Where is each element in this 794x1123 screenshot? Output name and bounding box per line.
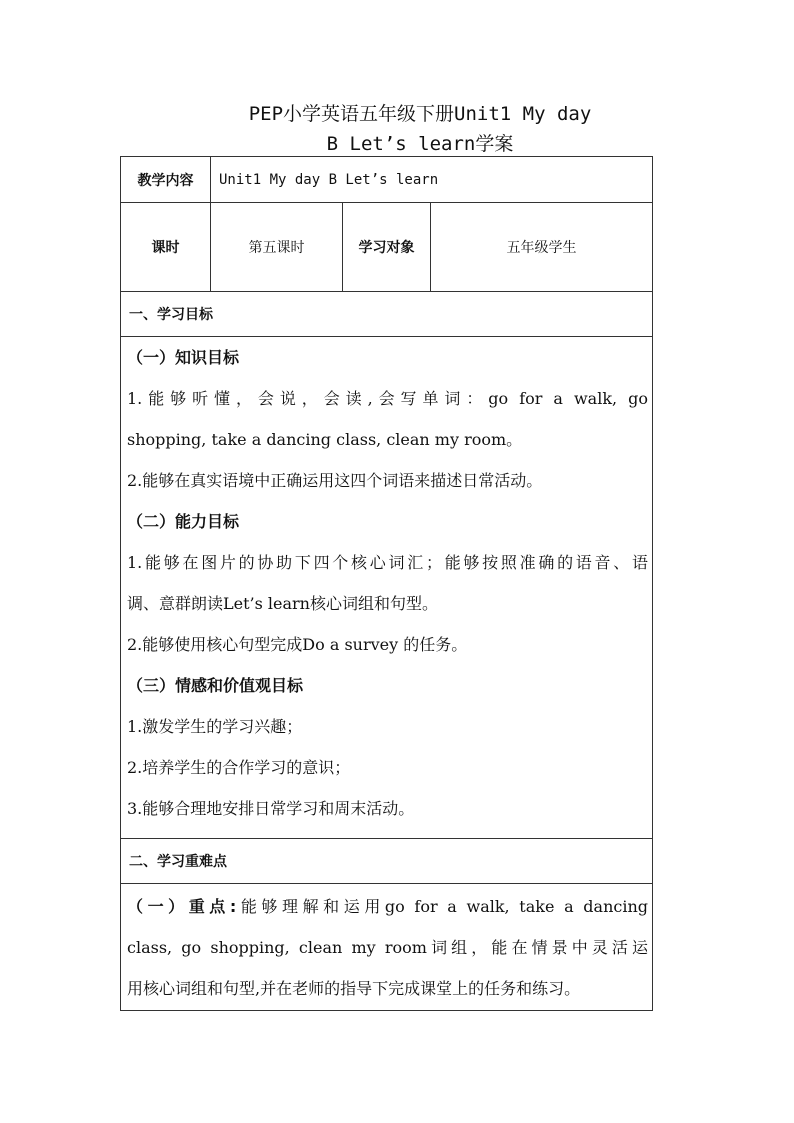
lesson-plan-table — [120, 156, 653, 1011]
emotion-item2: 2.培养学生的合作学习的意识； — [127, 758, 351, 777]
row-period — [121, 203, 653, 292]
ability-item1-line2: 调、意群朗读Let’s learn核心词组和句型。 — [127, 594, 438, 613]
row-goals-body — [121, 337, 653, 839]
knowledge-item1-line2: shopping, take a dancing class, clean my room。 — [127, 430, 523, 449]
document-title-line1: PEP小学英语五年级下册Unit1 My day — [248, 103, 592, 125]
ability-heading: （二）能力目标 — [127, 512, 240, 531]
target-value: 五年级学生 — [431, 203, 653, 292]
ability-item1-line1: 1.能够在图片的协助下四个核心词汇；能够按照准确的语音、语 — [127, 553, 649, 572]
emotion-item1: 1.激发学生的学习兴趣； — [127, 717, 303, 736]
knowledge-item1-line1: 1.能够听懂，会说，会读,会写单词：go for a walk, go — [127, 389, 649, 408]
row-keypoints-body — [121, 884, 653, 1011]
focus-line1 — [127, 886, 648, 927]
emotion-heading: （三）情感和价值观目标 — [127, 676, 304, 695]
focus-text-a: 能够理解和运用go for a walk, take a dancing — [236, 897, 649, 916]
period-label: 课时 — [121, 203, 211, 292]
row-goals-heading — [121, 292, 653, 337]
focus-line2: class, go shopping, clean my room词组，能在情景中灵活运 — [127, 938, 649, 957]
emotion-item3: 3.能够合理地安排日常学习和周末活动。 — [127, 799, 415, 818]
keypoints-body — [121, 884, 653, 1011]
knowledge-item2: 2.能够在真实语境中正确运用这四个词语来描述日常活动。 — [127, 471, 543, 490]
ability-item2: 2.能够使用核心句型完成Do a survey 的任务。 — [127, 635, 468, 654]
focus-label: （一）重点: — [127, 897, 237, 916]
knowledge-heading: （一）知识目标 — [127, 348, 240, 367]
content-label: 教学内容 — [121, 157, 211, 203]
target-label: 学习对象 — [343, 203, 431, 292]
keypoints-heading: 二、学习重难点 — [121, 839, 653, 884]
row-content — [121, 157, 653, 203]
content-value: Unit1 My day B Let’s learn — [211, 157, 653, 203]
focus-line3: 用核心词组和句型,并在老师的指导下完成课堂上的任务和练习。 — [127, 979, 581, 998]
row-keypoints-heading — [121, 839, 653, 884]
document-title-line2: B Let’s learn学案 — [326, 133, 514, 155]
period-value: 第五课时 — [211, 203, 343, 292]
goals-body — [121, 337, 653, 839]
goals-heading: 一、学习目标 — [121, 292, 653, 337]
